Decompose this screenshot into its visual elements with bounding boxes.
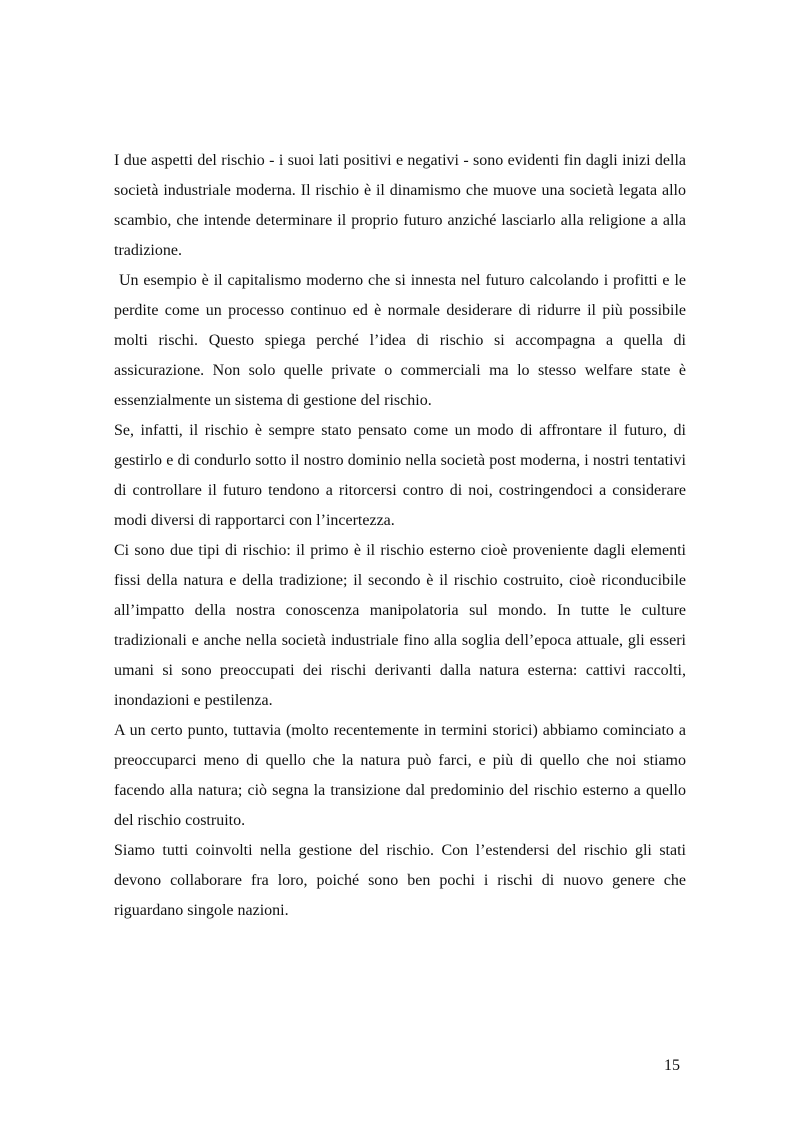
page-number: 15 xyxy=(664,1057,680,1074)
paragraph-1: I due aspetti del rischio - i suoi lati positivi e negativi - sono evidenti fin dagli inizi della società industriale moderna. Il rischio è il dinamismo che muove una società legata allo scambio, che intende determinare il proprio futuro anziché lasciarlo alla religione a alla tradizione. xyxy=(114,152,686,259)
paragraph-4: Ci sono due tipi di rischio: il primo è il rischio esterno cioè proveniente dagli elementi fissi della natura e della tradizione; il secondo è il rischio costruito, cioè riconducibile all’impatto della nostra conoscenza manipolatoria sul mondo. In tutte le culture tradizionali e anche nella società industriale fino alla soglia dell’epoca attuale, gli esseri umani si sono preoccupati dei rischi derivanti dalla natura esterna: cattivi raccolti, inondazioni e pestilenza. xyxy=(114,542,686,709)
body-text xyxy=(114,146,691,926)
paragraph-2: Un esempio è il capitalismo moderno che si innesta nel futuro calcolando i profitti e le perdite come un processo continuo ed è normale desiderare di ridurre il più possibile molti rischi. Questo spiega perché l’idea di rischio si accompagna a quella di assicurazione. Non solo quelle private o commerciali ma lo stesso welfare state è essenzialmente un sistema di gestione del rischio. xyxy=(114,272,691,409)
paragraph-6: Siamo tutti coinvolti nella gestione del rischio. Con l’estendersi del rischio gli stati devono collaborare fra loro, poiché sono ben pochi i rischi di nuovo genere che riguardano singole nazioni. xyxy=(114,842,686,919)
paragraph-3: Se, infatti, il rischio è sempre stato pensato come un modo di affrontare il futuro, di gestirlo e di condurlo sotto il nostro dominio nella società post moderna, i nostri tentativi di controllare il futuro tendono a ritorcersi contro di noi, costringendoci a considerare modi diversi di rapportarci con l’incertezza. xyxy=(114,422,686,529)
paragraph-5: A un certo punto, tuttavia (molto recentemente in termini storici) abbiamo cominciato a preoccuparci meno di quello che la natura può farci, e più di quello che noi stiamo facendo alla natura; ciò segna la transizione dal predominio del rischio esterno a quello del rischio costruito. xyxy=(114,722,686,829)
